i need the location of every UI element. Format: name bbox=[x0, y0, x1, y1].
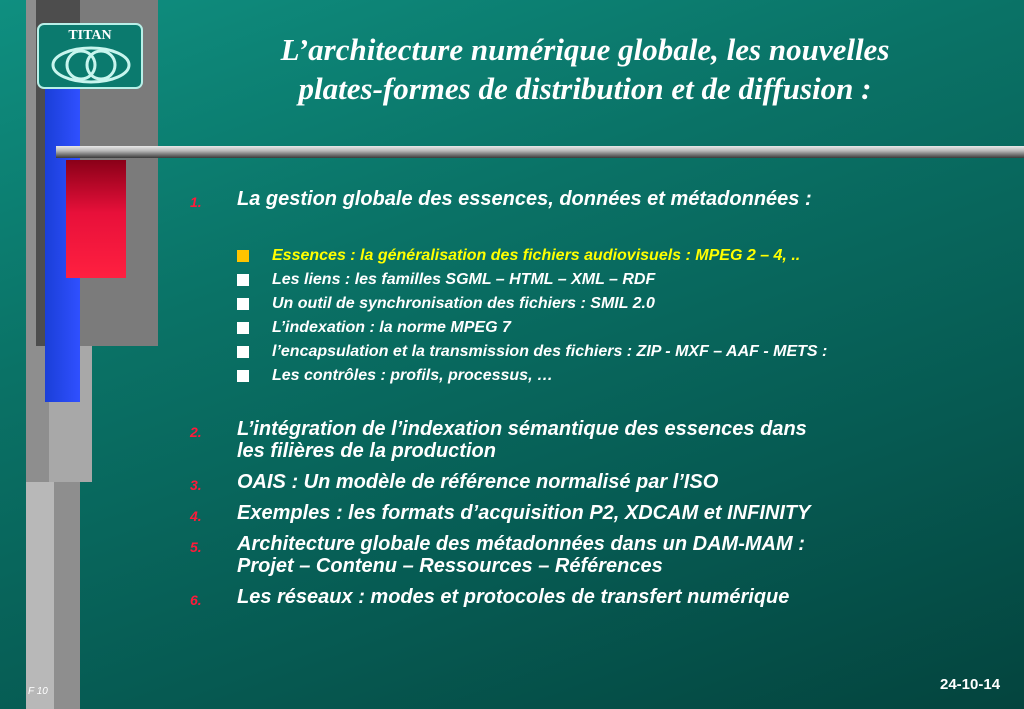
deco-red-block bbox=[66, 160, 126, 278]
slide-title bbox=[190, 30, 980, 108]
subitem-text: l’encapsulation et la transmission des fichiers : ZIP - MXF – AAF - METS : bbox=[272, 343, 828, 360]
subitem-text: Les liens : les familles SGML – HTML – XML – RDF bbox=[272, 271, 656, 288]
item-line-1: Architecture globale des métadonnées dans un DAM-MAM : bbox=[237, 533, 805, 555]
deco-white-grey-block bbox=[26, 482, 54, 709]
title-line-1: L’architecture numérique globale, les nouvelles bbox=[280, 32, 890, 67]
item-number: 4. bbox=[190, 508, 202, 524]
item-text: OAIS : Un modèle de référence normalisé par l’ISO bbox=[237, 471, 719, 493]
square-bullet-icon bbox=[237, 298, 249, 310]
subitem-text: L’indexation : la norme MPEG 7 bbox=[272, 319, 511, 336]
subitem-text: Essences : la généralisation des fichiers audiovisuels : MPEG 2 – 4, .. bbox=[272, 247, 801, 264]
item-line-2: Projet – Contenu – Ressources – Références bbox=[237, 555, 663, 577]
subitem-text: Un outil de synchronisation des fichiers : SMIL 2.0 bbox=[272, 295, 655, 312]
item-text bbox=[237, 418, 807, 462]
logo-rings-icon bbox=[49, 45, 133, 85]
item-number: 2. bbox=[190, 424, 202, 440]
titan-logo bbox=[37, 23, 143, 89]
logo-text: TITAN bbox=[68, 28, 112, 43]
item-number: 3. bbox=[190, 477, 202, 493]
item-text: La gestion globale des essences, données et métadonnées : bbox=[237, 188, 812, 210]
item-text bbox=[237, 533, 805, 577]
item-number: 1. bbox=[190, 194, 202, 210]
item-text: Exemples : les formats d’acquisition P2, XDCAM et INFINITY bbox=[237, 502, 811, 524]
square-bullet-icon bbox=[237, 370, 249, 382]
title-line-2: plates-formes de distribution et de diffusion : bbox=[298, 71, 872, 106]
slide-date: 24-10-14 bbox=[940, 676, 1001, 693]
item-number: 5. bbox=[190, 539, 202, 555]
square-bullet-icon bbox=[237, 250, 249, 262]
title-divider bbox=[56, 146, 1024, 158]
square-bullet-icon bbox=[237, 322, 249, 334]
subitem-text: Les contrôles : profils, processus, … bbox=[272, 367, 553, 384]
item-number: 6. bbox=[190, 592, 202, 608]
item-text: Les réseaux : modes et protocoles de transfert numérique bbox=[237, 586, 790, 608]
page-number: F 10 bbox=[28, 686, 48, 697]
square-bullet-icon bbox=[237, 274, 249, 286]
item-line-2: les filières de la production bbox=[237, 440, 496, 462]
item-line-1: L’intégration de l’indexation sémantique des essences dans bbox=[237, 418, 807, 440]
square-bullet-icon bbox=[237, 346, 249, 358]
